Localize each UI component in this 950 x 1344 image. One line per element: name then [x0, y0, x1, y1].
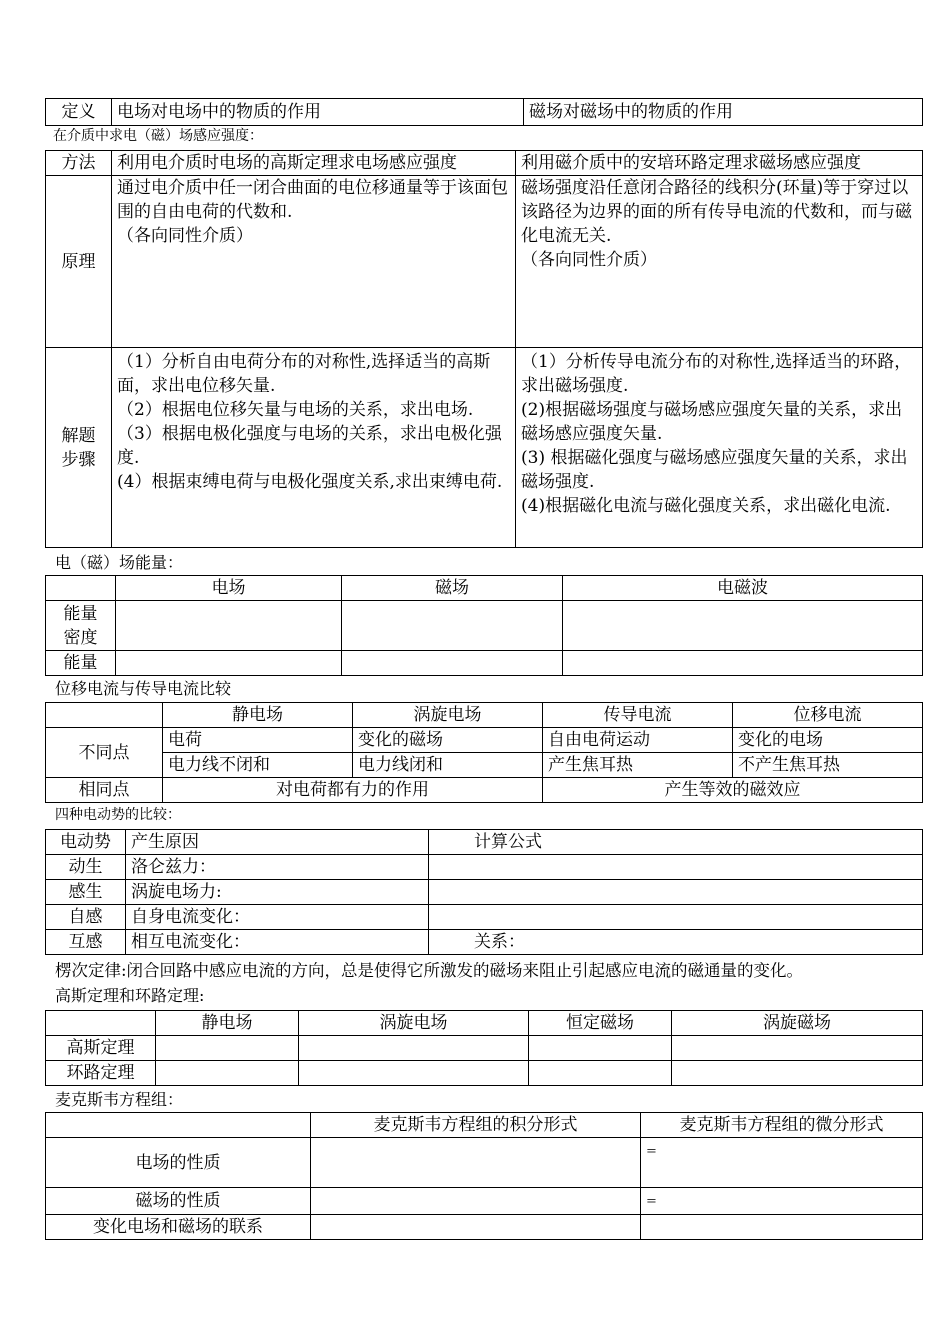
gauss-cell [672, 1036, 923, 1061]
method-table [45, 150, 923, 548]
emf-type: 自感 [46, 905, 126, 930]
gauss-cell [156, 1061, 299, 1086]
electric-principle-cell [112, 176, 516, 348]
maxwell-cell [641, 1138, 923, 1188]
energy-cell [342, 601, 563, 651]
steps-label-line2: 步骤 [61, 449, 96, 470]
energy-table [45, 575, 923, 676]
maxwell-row-label: 电场的性质 [46, 1138, 311, 1188]
current-table [45, 702, 923, 803]
emf-header-type: 电动势 [46, 830, 126, 855]
gauss-header: 恒定磁场 [529, 1011, 672, 1036]
magnetic-steps-cell [516, 348, 923, 548]
energy-label: 能量 [46, 651, 116, 676]
electric-definition: 电场对电场中的物质的作用 [112, 99, 524, 126]
gauss-header: 涡旋磁场 [672, 1011, 923, 1036]
current-header: 涡旋电场 [353, 703, 543, 728]
electric-steps-cell [112, 348, 516, 548]
method-label: 方法 [46, 151, 112, 176]
difference-cell: 电力线不闭和 [163, 753, 353, 778]
emf-header-formula: 计算公式 [429, 830, 923, 855]
emf-formula [429, 880, 923, 905]
electric-principle: 通过电介质中任一闭合曲面的电位移通量等于该面包围的自由电荷的代数和. [117, 178, 508, 222]
maxwell-cell [311, 1215, 641, 1240]
lenz-law: 楞次定律:闭合回路中感应电流的方向，总是使得它所激发的磁场来阻止引起感应电流的磁通量的变化。 [55, 961, 804, 980]
emf-header-cause: 产生原因 [126, 830, 429, 855]
electric-step: （2）根据电位移矢量与电场的关系，求出电场. [117, 400, 474, 420]
emf-formula: 关系： [429, 930, 923, 955]
gauss-cell [299, 1036, 529, 1061]
maxwell-cell [311, 1188, 641, 1215]
energy-cell [342, 651, 563, 676]
emf-heading: 四种电动势的比较： [55, 807, 181, 823]
magnetic-step: （1）分析传导电流分布的对称性,选择适当的环路，求出磁场强度. [521, 352, 912, 396]
current-corner [46, 703, 163, 728]
steps-label-line1: 解题 [61, 425, 96, 446]
gauss-cell [529, 1036, 672, 1061]
equals-sign: = [646, 1144, 657, 1159]
emf-type: 互感 [46, 930, 126, 955]
induction-heading: 在介质中求电（磁）场感应强度： [53, 128, 263, 144]
magnetic-step: (2)根据磁场强度与磁场感应强度矢量的关系，求出磁场感应强度矢量. [521, 400, 903, 444]
emf-formula [429, 905, 923, 930]
energy-header-wave: 电磁波 [563, 576, 923, 601]
electric-step: （1）分析自由电荷分布的对称性,选择适当的高斯面，求出电位移矢量. [117, 352, 491, 396]
electric-method: 利用电介质时电场的高斯定理求电场感应强度 [112, 151, 516, 176]
emf-type: 感生 [46, 880, 126, 905]
energy-cell [563, 651, 923, 676]
emf-type: 动生 [46, 855, 126, 880]
maxwell-corner [46, 1113, 311, 1138]
current-header: 静电场 [163, 703, 353, 728]
maxwell-row-label: 变化电场和磁场的联系 [46, 1215, 311, 1240]
gauss-cell [156, 1036, 299, 1061]
gauss-corner [46, 1011, 156, 1036]
maxwell-cell [641, 1188, 923, 1215]
maxwell-header-differential: 麦克斯韦方程组的微分形式 [641, 1113, 923, 1138]
magnetic-principle-note: （各向同性介质） [521, 250, 657, 270]
energy-cell [563, 601, 923, 651]
gauss-table [45, 1010, 923, 1086]
principle-label: 原理 [46, 176, 112, 348]
emf-table [45, 829, 923, 955]
magnetic-step: (4)根据磁化电流与磁化强度关系，求出磁化电流. [521, 496, 891, 516]
maxwell-header-integral: 麦克斯韦方程组的积分形式 [311, 1113, 641, 1138]
similarity-current: 产生等效的磁效应 [543, 778, 923, 803]
gauss-header: 涡旋电场 [299, 1011, 529, 1036]
maxwell-cell [641, 1215, 923, 1240]
gauss-row-label: 环路定理 [46, 1061, 156, 1086]
emf-formula [429, 855, 923, 880]
electric-principle-note: （各向同性介质） [117, 226, 253, 246]
maxwell-heading: 麦克斯韦方程组： [55, 1090, 184, 1109]
gauss-header: 静电场 [156, 1011, 299, 1036]
energy-heading: 电（磁）场能量： [55, 553, 184, 572]
equals-sign: = [646, 1194, 657, 1209]
emf-cause: 涡旋电场力: [126, 880, 429, 905]
maxwell-row-label: 磁场的性质 [46, 1188, 311, 1215]
energy-header-magnetic: 磁场 [342, 576, 563, 601]
difference-cell: 变化的电场 [733, 728, 923, 753]
difference-cell: 电荷 [163, 728, 353, 753]
electric-step: （3）根据电极化强度与电场的关系，求出电极化强度. [117, 424, 502, 468]
magnetic-definition: 磁场对磁场中的物质的作用 [524, 99, 923, 126]
difference-cell: 电力线闭和 [353, 753, 543, 778]
steps-label [46, 348, 112, 548]
emf-cause: 相互电流变化： [126, 930, 429, 955]
gauss-heading: 高斯定理和环路定理: [55, 986, 205, 1005]
energy-cell [116, 651, 342, 676]
emf-cause: 自身电流变化： [126, 905, 429, 930]
gauss-row-label: 高斯定理 [46, 1036, 156, 1061]
energy-density-line2: 密度 [63, 627, 98, 648]
energy-header-electric: 电场 [116, 576, 342, 601]
difference-cell: 变化的磁场 [353, 728, 543, 753]
gauss-cell [529, 1061, 672, 1086]
electric-step: (4）根据束缚电荷与电极化强度关系,求出束缚电荷. [117, 472, 503, 492]
definition-table [45, 98, 923, 126]
magnetic-step: (3) 根据磁化强度与磁场感应强度矢量的关系，求出磁场强度. [521, 448, 908, 492]
similarity-label: 相同点 [46, 778, 163, 803]
magnetic-method: 利用磁介质中的安培环路定理求磁场感应强度 [516, 151, 923, 176]
energy-density-label [46, 601, 116, 651]
maxwell-table [45, 1112, 923, 1240]
gauss-cell [299, 1061, 529, 1086]
difference-cell: 不产生焦耳热 [733, 753, 923, 778]
difference-cell: 产生焦耳热 [543, 753, 733, 778]
gauss-cell [672, 1061, 923, 1086]
current-heading: 位移电流与传导电流比较 [55, 679, 232, 698]
difference-cell: 自由电荷运动 [543, 728, 733, 753]
magnetic-principle: 磁场强度沿任意闭合路径的线积分(环量)等于穿过以该路径为边界的面的所有传导电流的代数和，而与磁化电流无关. [521, 178, 912, 246]
current-header: 位移电流 [733, 703, 923, 728]
difference-label: 不同点 [46, 728, 163, 778]
similarity-field: 对电荷都有力的作用 [163, 778, 543, 803]
energy-density-line1: 能量 [63, 603, 98, 624]
definition-label: 定义 [46, 99, 112, 126]
emf-cause: 洛仑兹力： [126, 855, 429, 880]
current-header: 传导电流 [543, 703, 733, 728]
maxwell-cell [311, 1138, 641, 1188]
energy-cell [116, 601, 342, 651]
energy-corner [46, 576, 116, 601]
magnetic-principle-cell [516, 176, 923, 348]
